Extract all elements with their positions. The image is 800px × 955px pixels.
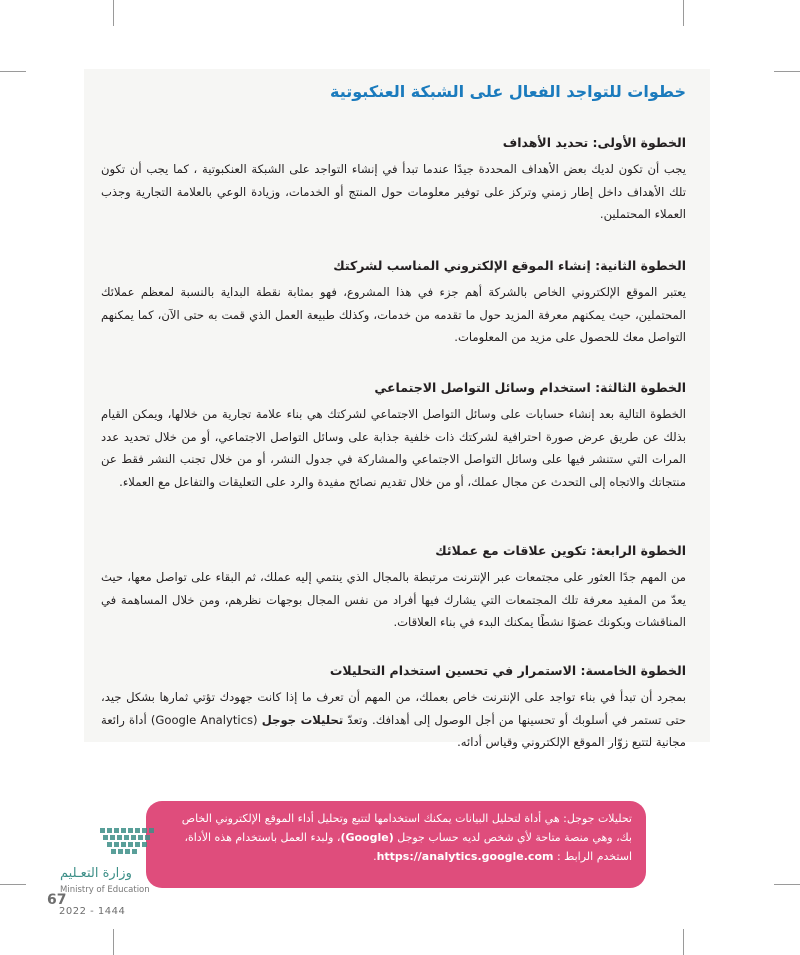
step-title: الخطوة الثانية: إنشاء الموقع الإلكتروني المناسب لشركتك [333,258,686,273]
crop-mark [113,929,114,955]
step-5 [101,663,686,754]
crop-mark [774,884,800,885]
note-text: ، ولبدء العمل باستخدام هذه الأداة، [184,831,341,844]
step-text [101,686,686,754]
google-analytics-latin: (Google Analytics) [150,712,258,727]
crop-mark [774,71,800,72]
note-text: استخدم الرابط : [553,850,632,863]
info-note-box [146,801,646,888]
step-text: يعتبر الموقع الإلكتروني الخاص بالشركة أهم جزء في هذا المشروع، فهو بمثابة نقطة البداية بالنسبة لمعظم عملائك المحتملين، حيث يمكنهم معرفة المزيد حول ما تقدمه من خدمات، وكذلك طبيعة العمل الذي قمت به حتى الآن، كما يمكنهم التواصل معك للحصول على مزيد من المعلومات. [101,285,686,344]
analytics-link[interactable]: https://analytics.google.com [376,850,554,863]
note-bold: (Google) [340,831,394,844]
page-number: 67 [47,892,67,908]
step-text: يجب أن تكون لديك بعض الأهداف المحددة جيدًا عندما تبدأ في إنشاء التواجد على الشبكة العنكبوتية ، كما يجب أن تكون تلك الأهداف داخل إطار زمني وتركز على توفير معلومات حول المنتج أو الخدمات، وزيادة الوعي بالعلامة التجارية وجذب العملاء المحتملين. [101,162,686,221]
google-analytics-term: تحليلات جوجل [261,712,344,727]
step-3 [101,380,686,493]
note-line: تحليلات جوجل: هي أداة لتحليل البيانات يمكنك استخدامها لتتبع وتحليل أداء الموقع الإلكتروني الخاص [181,812,632,825]
page-heading: خطوات للتواجد الفعال على الشبكة العنكبوتية [330,82,686,101]
ministry-name-english: Ministry of Education [60,885,150,895]
step-text-part: بمجرد أن تبدأ في بناء تواجد على الإنترنت خاص بعملك، من المهم أن تعرف ما إذا كانت جهودك تؤتي ثمارها بشكل جيد، حتى تستمر في أسلوبك أو تحسينها من أجل الوصول إلى أهدافك. وتعدّ [101,690,687,727]
crop-mark [0,71,26,72]
crop-mark [683,929,684,955]
step-2 [101,258,686,349]
step-title: الخطوة الأولى: تحديد الأهداف [502,135,686,150]
step-text: الخطوة التالية بعد إنشاء حسابات على وسائل التواصل الاجتماعي لشركتك هي بناء علامة تجارية من خلالها، ويمكن القيام بذلك عن طريق عرض صورة احترافية لشركتك ذات خلفية جذابة على وسائل التواصل الاجتماعي، أو من خلال تحديد عدد المرات التي ستنشر فيها على وسائل التواصل الاجتماعي والمشاركة في جدول النشر، أو من خلال تجنب النشر فقط عن منتجاتك والاتجاه إلى التحدث عن مجال عملك، أو من خلال تقديم نصائح مفيدة والرد على التعليقات والتفاعل مع العملاء. [101,407,686,489]
step-title: الخطوة الرابعة: تكوين علاقات مع عملائك [435,543,686,558]
step-text-part: أداة رائعة مجانية لتتبع زوّار الموقع الإلكتروني وقياس أدائه. [101,712,686,749]
note-text: . [373,850,377,863]
edition-year: 2022 - 1444 [59,906,126,917]
step-title: الخطوة الخامسة: الاستمرار في تحسين استخدام التحليلات [329,663,686,678]
note-line [160,847,632,866]
note-text: بك، وهي منصة متاحة لأي شخص لديه حساب جوجل [393,831,632,844]
step-title: الخطوة الثالثة: استخدام وسائل التواصل الاجتماعي [374,380,686,395]
ministry-name-arabic: وزارة التعـليم [60,866,132,881]
step-1 [101,135,686,226]
crop-mark [0,884,26,885]
crop-mark [683,0,684,26]
crop-mark [113,0,114,26]
step-text: من المهم جدًا العثور على مجتمعات عبر الإنترنت مرتبطة بالمجال الذي ينتمي إليه عملك، ثم البقاء على تواصل معها، حيث يعدّ من المفيد معرفة تلك المجتمعات التي يشارك فيها أفراد من نفس المجال بوجهات نظرهم، ومن خلال المساهمة في المناقشات وبكونك عضوًا نشطًا يمكنك البدء في بناء العلاقات. [101,570,686,629]
note-line [160,828,632,847]
step-4 [101,543,686,634]
